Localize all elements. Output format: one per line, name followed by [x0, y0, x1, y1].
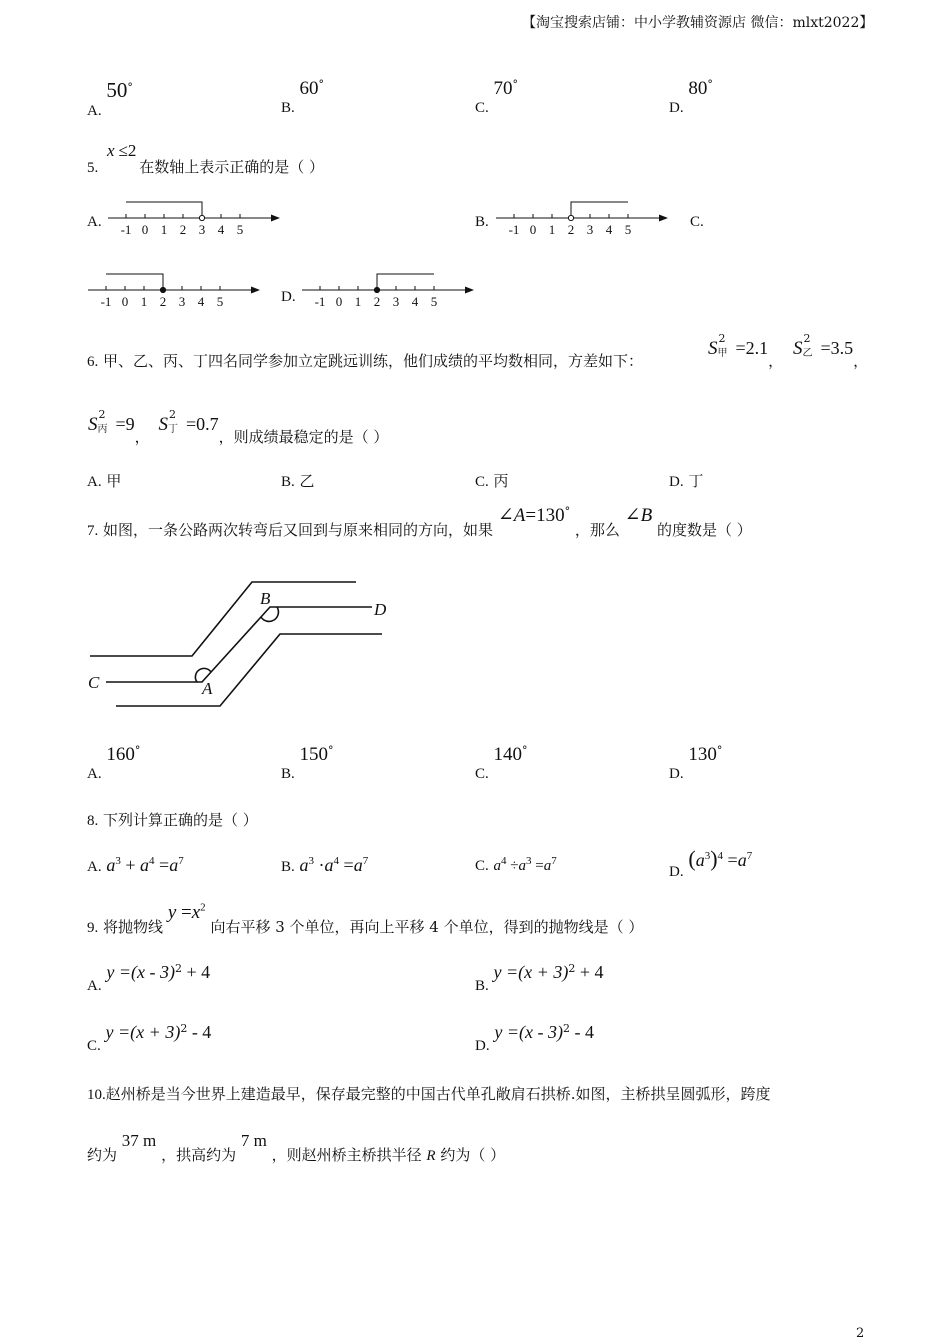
- q6-var-jia: S 2 甲 =2.1，: [708, 332, 784, 370]
- tick-label: 4: [605, 222, 613, 237]
- tick-label: 1: [140, 294, 148, 309]
- tick-label: -1: [508, 222, 520, 237]
- tick-label: 3: [198, 222, 206, 237]
- tick-label: 3: [392, 294, 400, 309]
- tick-label: 1: [354, 294, 362, 309]
- tick-label: 1: [160, 222, 168, 237]
- fig-label-a: A: [202, 679, 213, 698]
- q7-option-d: D. 130°: [669, 744, 723, 782]
- tick-label: 2: [179, 222, 187, 237]
- axis-arrow: [659, 215, 668, 222]
- q7-road-figure: [84, 574, 394, 714]
- q5-numberline-b: [496, 198, 671, 240]
- tick-label: 4: [197, 294, 205, 309]
- q5-label-b: B.: [475, 214, 489, 230]
- q9-option-d: D. y =(x - 3)$^2$ - 4: [475, 1022, 594, 1054]
- axis-arrow: [465, 287, 474, 294]
- q7-stem: 7. 如图，一条公路两次转弯后又回到与原来相同的方向，如果 ∠A=130° ，那么 ∠B 的度数是（ ）: [87, 505, 752, 539]
- fig-label-b: B: [260, 589, 271, 608]
- q8-option-c: C. $a^4 \div a^3 =a^7$: [475, 855, 557, 874]
- q6-var-yi: S 2 乙 =3.5，: [793, 332, 869, 370]
- q6-option-d: D. 丁: [669, 472, 704, 490]
- solution-bracket: [377, 274, 434, 290]
- axis-arrow: [271, 215, 280, 222]
- q4-option-b: B. 60°: [281, 78, 325, 116]
- q5-label-d: D.: [281, 289, 296, 305]
- tick-label: 3: [586, 222, 594, 237]
- q8-stem: 8. 下列计算正确的是（ ）: [87, 811, 258, 829]
- fig-label-c: C: [88, 673, 100, 692]
- tick-label: 5: [624, 222, 632, 237]
- q6-option-a: A. 甲: [87, 472, 122, 490]
- tick-label: 2: [159, 294, 167, 309]
- q5-numberline-d: [302, 270, 477, 312]
- q9-option-c: C. $y =(x + 3)^2 - 4$: [87, 1022, 212, 1054]
- q9-option-b: B. $y =(x + 3)^2 + 4$: [475, 962, 604, 994]
- axis-arrow: [251, 287, 260, 294]
- tick-label: 0: [335, 294, 343, 309]
- tick-label: 4: [411, 294, 419, 309]
- tick-label: 3: [178, 294, 186, 309]
- q5-label-a: A.: [87, 214, 102, 230]
- open-point: [568, 215, 573, 220]
- closed-point: [160, 287, 165, 292]
- tick-label: 5: [430, 294, 438, 309]
- q4-option-a: A. 50°: [87, 78, 133, 119]
- q7-option-a: A. 160°: [87, 744, 141, 782]
- tick-label: 1: [548, 222, 556, 237]
- tick-label: -1: [314, 294, 326, 309]
- q7-option-b: B. 150°: [281, 744, 334, 782]
- q8-option-d: D. $(a^3)^4 =a^7$: [669, 846, 753, 880]
- q4-option-c: C. 70°: [475, 78, 519, 116]
- q9-stem: 9. 将抛物线 $y =x^2$ 向右平移 3 个单位，再向上平移 4 个单位，得到的抛物线是（ ）: [87, 902, 644, 937]
- tick-label: 5: [216, 294, 224, 309]
- road-top-edge: [90, 582, 356, 656]
- road-bottom-edge: [116, 634, 382, 706]
- q4-option-d: D. 80°: [669, 78, 713, 116]
- q6-stem-line1: 6. 甲、乙、丙、丁四名同学参加立定跳远训练，他们成绩的平均数相同，方差如下：: [87, 352, 644, 370]
- tick-label: 2: [373, 294, 381, 309]
- q10-stem-line1: 10.赵州桥是当今世界上建造最早，保存最完整的中国古代单孔敞肩石拱桥.如图，主桥拱呈圆弧形，跨度: [87, 1085, 771, 1103]
- tick-label: 0: [121, 294, 129, 309]
- tick-label: 0: [529, 222, 537, 237]
- q5-numberline-c: [88, 270, 263, 312]
- open-point: [199, 215, 204, 220]
- fig-label-d: D: [374, 600, 387, 619]
- tick-label: 5: [236, 222, 244, 237]
- q5-stem: 5. x ≤2 在数轴上表示正确的是（ ）: [87, 141, 324, 176]
- tick-label: 0: [141, 222, 149, 237]
- tick-label: -1: [120, 222, 132, 237]
- q5-numberline-a: [108, 198, 283, 240]
- q6-option-b: B. 乙: [281, 472, 315, 490]
- solution-bracket: [106, 274, 163, 290]
- q6-option-c: C. 丙: [475, 472, 509, 490]
- road-center-line: [106, 607, 372, 682]
- q6-stem-line2: S 2 丙 =9， S 2 丁 =0.7，则成绩最稳定的是（ ）: [88, 408, 389, 446]
- page-header: 【淘宝搜索店铺：中小学教辅资源店 微信：mlxt2022】: [522, 15, 874, 31]
- page-number: 2: [856, 1326, 865, 1341]
- q5-label-c: C.: [690, 214, 704, 230]
- tick-label: 2: [567, 222, 575, 237]
- tick-label: 4: [217, 222, 225, 237]
- q7-option-c: C. 140°: [475, 744, 528, 782]
- solution-bracket: [571, 202, 628, 218]
- q8-option-a: A. $a^3 + a^4 =a^7$: [87, 855, 184, 875]
- q8-option-b: B. $a^3 \cdot a^4 =a^7$: [281, 855, 369, 875]
- tick-label: -1: [100, 294, 112, 309]
- q10-stem-line2: 约为 37 m ，拱高约为 7 m ，则赵州桥主桥拱半径 R 约为（ ）: [87, 1131, 506, 1164]
- closed-point: [374, 287, 379, 292]
- q9-option-a: A. y =(x - 3)$^2$ + 4: [87, 962, 211, 994]
